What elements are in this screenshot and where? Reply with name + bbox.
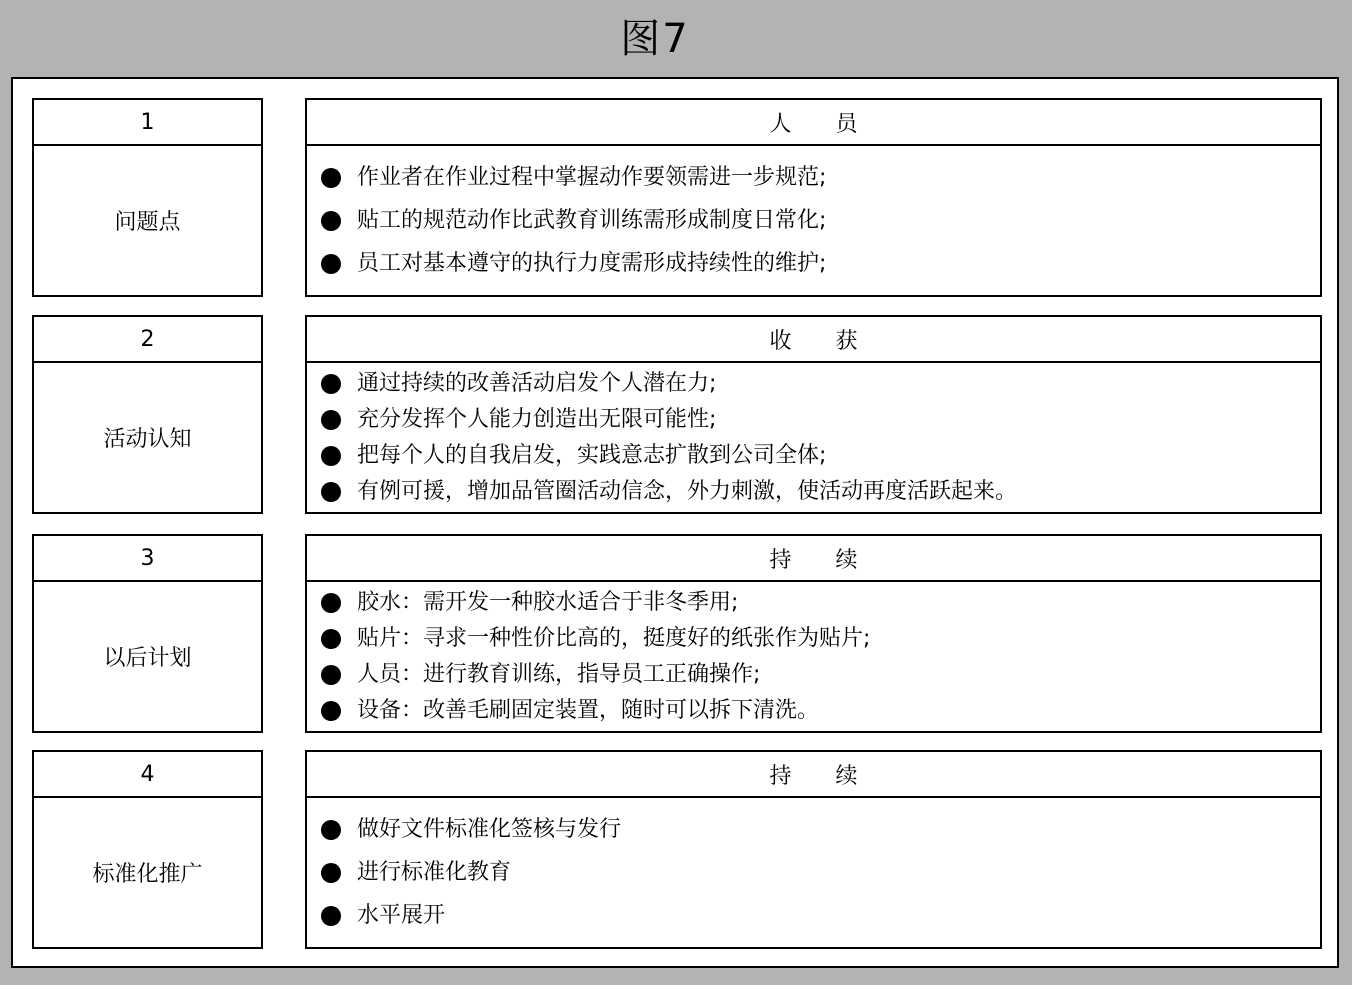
row-content (307, 798, 1320, 947)
bullet-icon (321, 211, 341, 231)
row-content (307, 146, 1320, 295)
row-3-label-box (32, 534, 263, 733)
row-4-label-box (32, 750, 263, 949)
bullet-icon (321, 701, 341, 721)
list-item-text: 把每个人的自我启发，实践意志扩散到公司全体; (357, 443, 827, 468)
list-item-text: 员工对基本遵守的执行力度需形成持续性的维护; (357, 251, 827, 276)
bullet-icon (321, 863, 341, 883)
bullet-icon (321, 629, 341, 649)
figure-title: 图7 (620, 16, 690, 62)
list-item (321, 443, 1320, 468)
list-item (321, 165, 1320, 190)
row-label: 标准化推广 (92, 862, 203, 887)
list-item (321, 251, 1320, 276)
list-item-text: 人员：进行教育训练，指导员工正确操作; (357, 662, 761, 687)
row-content (307, 582, 1320, 731)
bullet-list (307, 363, 1320, 512)
bullet-icon (321, 374, 341, 394)
row-4-content-box (305, 750, 1322, 949)
bullet-icon (321, 410, 341, 430)
row-1-label-box (32, 98, 263, 297)
bullet-icon (321, 665, 341, 685)
list-item-text: 通过持续的改善活动启发个人潜在力; (357, 371, 717, 396)
row-heading (307, 100, 1320, 146)
row-2-content-box (305, 315, 1322, 514)
row-1-content-box (305, 98, 1322, 297)
list-item (321, 903, 1320, 928)
list-item-text: 设备：改善毛刷固定装置，随时可以拆下清洗。 (357, 698, 820, 723)
bullet-icon (321, 906, 341, 926)
figure-panel (11, 77, 1339, 968)
row-heading-text: 持续 (769, 547, 902, 573)
row-heading (307, 317, 1320, 363)
list-item-text: 贴片：寻求一种性价比高的，挺度好的纸张作为贴片; (357, 626, 871, 651)
list-item (321, 662, 1320, 687)
row-label: 活动认知 (103, 427, 192, 452)
row-label: 问题点 (114, 210, 181, 235)
list-item (321, 860, 1320, 885)
list-item (321, 626, 1320, 651)
row-heading (307, 752, 1320, 798)
row-number: 2 (34, 317, 261, 363)
row-heading-text: 持续 (769, 763, 902, 789)
bullet-icon (321, 254, 341, 274)
row-number: 4 (34, 752, 261, 798)
bullet-icon (321, 593, 341, 613)
list-item (321, 208, 1320, 233)
bullet-list (307, 146, 1320, 295)
list-item (321, 479, 1320, 504)
list-item-text: 有例可援，增加品管圈活动信念，外力刺激，使活动再度活跃起来。 (357, 479, 1018, 504)
row-number: 1 (34, 100, 261, 146)
bullet-list (307, 582, 1320, 731)
list-item-text: 作业者在作业过程中掌握动作要领需进一步规范; (357, 165, 827, 190)
list-item-text: 贴工的规范动作比武教育训练需形成制度日常化; (357, 208, 827, 233)
list-item-text: 水平展开 (357, 903, 446, 928)
bullet-icon (321, 820, 341, 840)
list-item (321, 407, 1320, 432)
list-item (321, 817, 1320, 842)
bullet-icon (321, 446, 341, 466)
row-label: 以后计划 (103, 646, 192, 671)
row-heading-text: 收获 (769, 328, 902, 354)
row-heading (307, 536, 1320, 582)
list-item (321, 371, 1320, 396)
list-item (321, 590, 1320, 615)
row-3-content-box (305, 534, 1322, 733)
row-heading-text: 人员 (769, 111, 902, 137)
bullet-list (307, 798, 1320, 947)
row-number: 3 (34, 536, 261, 582)
list-item (321, 698, 1320, 723)
row-2-label-box (32, 315, 263, 514)
bullet-icon (321, 482, 341, 502)
list-item-text: 进行标准化教育 (357, 860, 512, 885)
row-content (307, 363, 1320, 512)
list-item-text: 做好文件标准化签核与发行 (357, 817, 622, 842)
list-item-text: 充分发挥个人能力创造出无限可能性; (357, 407, 717, 432)
bullet-icon (321, 168, 341, 188)
list-item-text: 胶水：需开发一种胶水适合于非冬季用; (357, 590, 739, 615)
